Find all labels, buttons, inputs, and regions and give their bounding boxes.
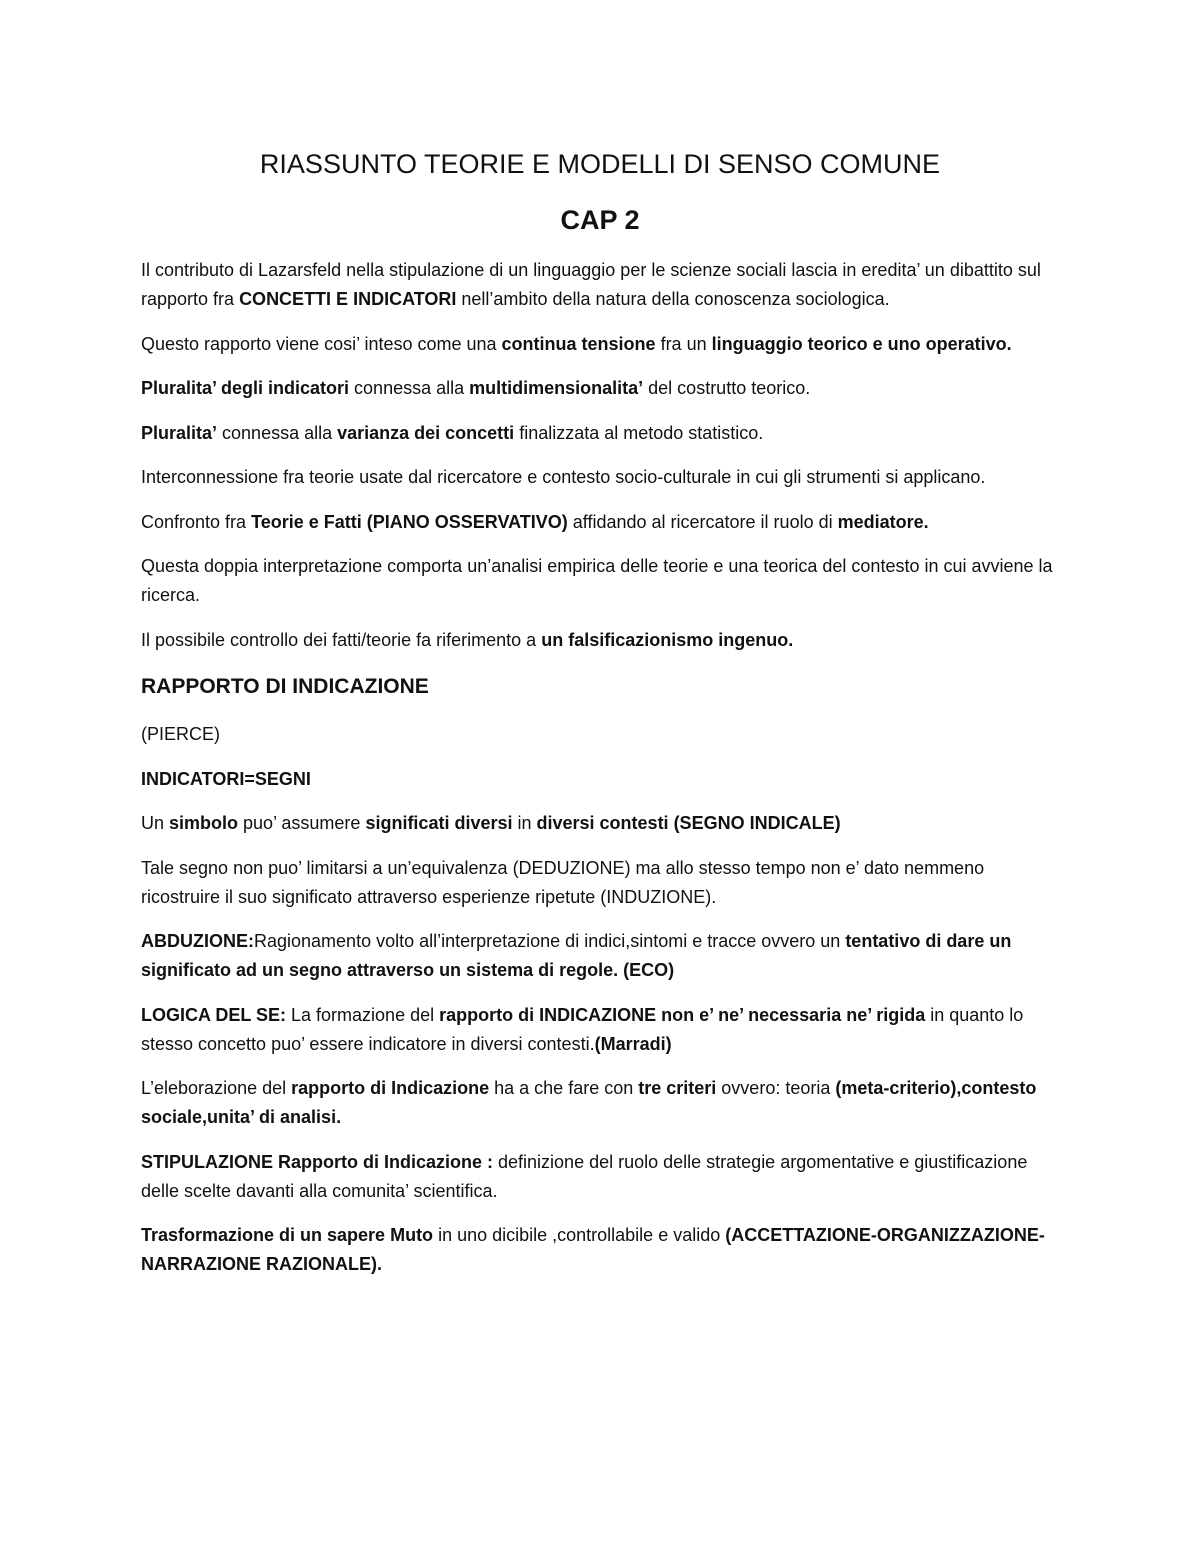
bold-text-run: varianza dei concetti xyxy=(337,422,515,443)
paragraph xyxy=(141,330,1066,359)
bold-text-run: diversi contesti (SEGNO INDICALE) xyxy=(536,813,841,833)
bold-text-run: rapporto di Indicazione xyxy=(291,1078,490,1098)
paragraph xyxy=(141,927,1066,985)
text-run: Ragionamento volto all’interpretazione di indici,sintomi e tracce ovvero un xyxy=(254,931,846,951)
bold-text-run: (Marradi) xyxy=(594,1033,672,1054)
paragraph xyxy=(141,720,1066,749)
paragraph xyxy=(141,256,1066,314)
bold-text-run: significati diversi xyxy=(365,813,513,833)
bold-text-run: Teorie e Fatti (PIANO OSSERVATIVO) xyxy=(251,511,568,532)
bold-text-run: linguaggio teorico e uno operativo. xyxy=(711,333,1012,354)
text-run: connessa alla xyxy=(349,378,470,398)
paragraph xyxy=(141,1148,1066,1206)
text-run: Questo rapporto viene cosi’ inteso come una xyxy=(141,333,502,354)
text-run: in quanto lo stesso concetto puo’ essere indicatore in diversi contesti. xyxy=(141,1004,1024,1054)
text-run: Il contributo di Lazarsfeld nella stipulazione di un linguaggio per le scienze sociali lascia in eredita’ un dibattito sul rapporto fra xyxy=(141,260,1041,309)
text-run: Questa doppia interpretazione comporta un’analisi empirica delle teorie e una teorica del contesto in cui avviene la ricerca. xyxy=(141,556,1053,605)
bold-text-run: (meta-criterio),contesto sociale,unita’ di analisi. xyxy=(141,1078,1037,1127)
intro-section xyxy=(141,256,1066,655)
bold-text-run: STIPULAZIONE Rapporto di Indicazione : xyxy=(141,1151,494,1172)
bold-text-run: tentativo di dare un significato ad un segno attraverso un sistema di regole. (ECO) xyxy=(141,931,1012,980)
bold-text-run: CONCETTI E INDICATORI xyxy=(239,289,457,309)
document-body xyxy=(141,256,1066,1295)
bold-text-run: tre criteri xyxy=(638,1078,717,1098)
indicazione-section xyxy=(141,720,1066,1279)
paragraph xyxy=(141,1001,1066,1059)
bold-text-run: (ACCETTAZIONE-ORGANIZZAZIONE-NARRAZIONE RAZIONALE). xyxy=(141,1225,1045,1274)
paragraph xyxy=(141,1074,1066,1132)
bold-text-run: INDICATORI=SEGNI xyxy=(141,768,311,789)
bold-text-run: Pluralita’ xyxy=(141,422,218,443)
text-run: nell’ambito della natura della conoscenza sociologica. xyxy=(456,289,890,309)
text-run: Interconnessione fra teorie usate dal ricercatore e contesto socio-culturale in cui gli strumenti si applicano. xyxy=(141,467,986,487)
bold-text-run: Trasformazione di un sapere Muto xyxy=(141,1225,434,1245)
paragraph xyxy=(141,809,1066,838)
text-run: definizione del ruolo delle strategie argomentative e giustificazione delle scelte davanti alla comunita’ scientifica. xyxy=(141,1151,1028,1201)
bold-text-run: multidimensionalita’ xyxy=(469,378,644,398)
text-run: Confronto fra xyxy=(141,511,252,532)
bold-text-run: rapporto di INDICAZIONE non e’ ne’ necessaria ne’ rigida xyxy=(439,1004,926,1025)
paragraph xyxy=(141,854,1066,912)
paragraph xyxy=(141,374,1066,403)
section-heading: RAPPORTO DI INDICAZIONE xyxy=(141,675,429,698)
paragraph xyxy=(141,552,1066,610)
bold-text-run: simbolo xyxy=(169,813,239,833)
text-run: (PIERCE) xyxy=(141,724,221,744)
bold-text-run: mediatore. xyxy=(837,511,929,532)
text-run: in xyxy=(512,813,537,833)
text-run: Un xyxy=(141,813,170,833)
paragraph xyxy=(141,508,1066,537)
text-run: affidando al ricercatore il ruolo di xyxy=(567,511,838,532)
bold-text-run: Pluralita’ degli indicatori xyxy=(141,378,350,398)
bold-text-run: continua tensione xyxy=(501,333,656,354)
paragraph xyxy=(141,765,1066,794)
bold-text-run: un falsificazionismo ingenuo. xyxy=(541,629,794,650)
text-run: L’eleborazione del xyxy=(141,1078,292,1098)
paragraph xyxy=(141,1221,1066,1279)
paragraph xyxy=(141,419,1066,448)
bold-text-run: LOGICA DEL SE: xyxy=(141,1004,287,1025)
text-run: finalizzata al metodo statistico. xyxy=(514,422,764,443)
text-run: fra un xyxy=(655,333,712,354)
text-run: Tale segno non puo’ limitarsi a un’equivalenza (DEDUZIONE) ma allo stesso tempo non e’ dato nemmeno ricostruire il suo significato attraverso esperienze ripetute (INDUZIONE). xyxy=(141,857,985,907)
paragraph xyxy=(141,463,1066,492)
chapter-heading: CAP 2 xyxy=(560,205,640,235)
paragraph xyxy=(141,626,1066,655)
text-run: del costrutto teorico. xyxy=(643,378,811,398)
text-run: in uno dicibile ,controllabile e valido xyxy=(433,1225,726,1245)
text-run: Il possibile controllo dei fatti/teorie fa riferimento a xyxy=(141,629,542,650)
text-run: ha a che fare con xyxy=(489,1078,639,1098)
text-run: puo’ assumere xyxy=(238,813,366,833)
document-title: RIASSUNTO TEORIE E MODELLI DI SENSO COMUNE xyxy=(259,149,941,179)
bold-text-run: ABDUZIONE: xyxy=(141,931,254,951)
text-run: La formazione del xyxy=(286,1004,440,1025)
text-run: connessa alla xyxy=(217,422,338,443)
text-run: ovvero: teoria xyxy=(716,1078,836,1098)
